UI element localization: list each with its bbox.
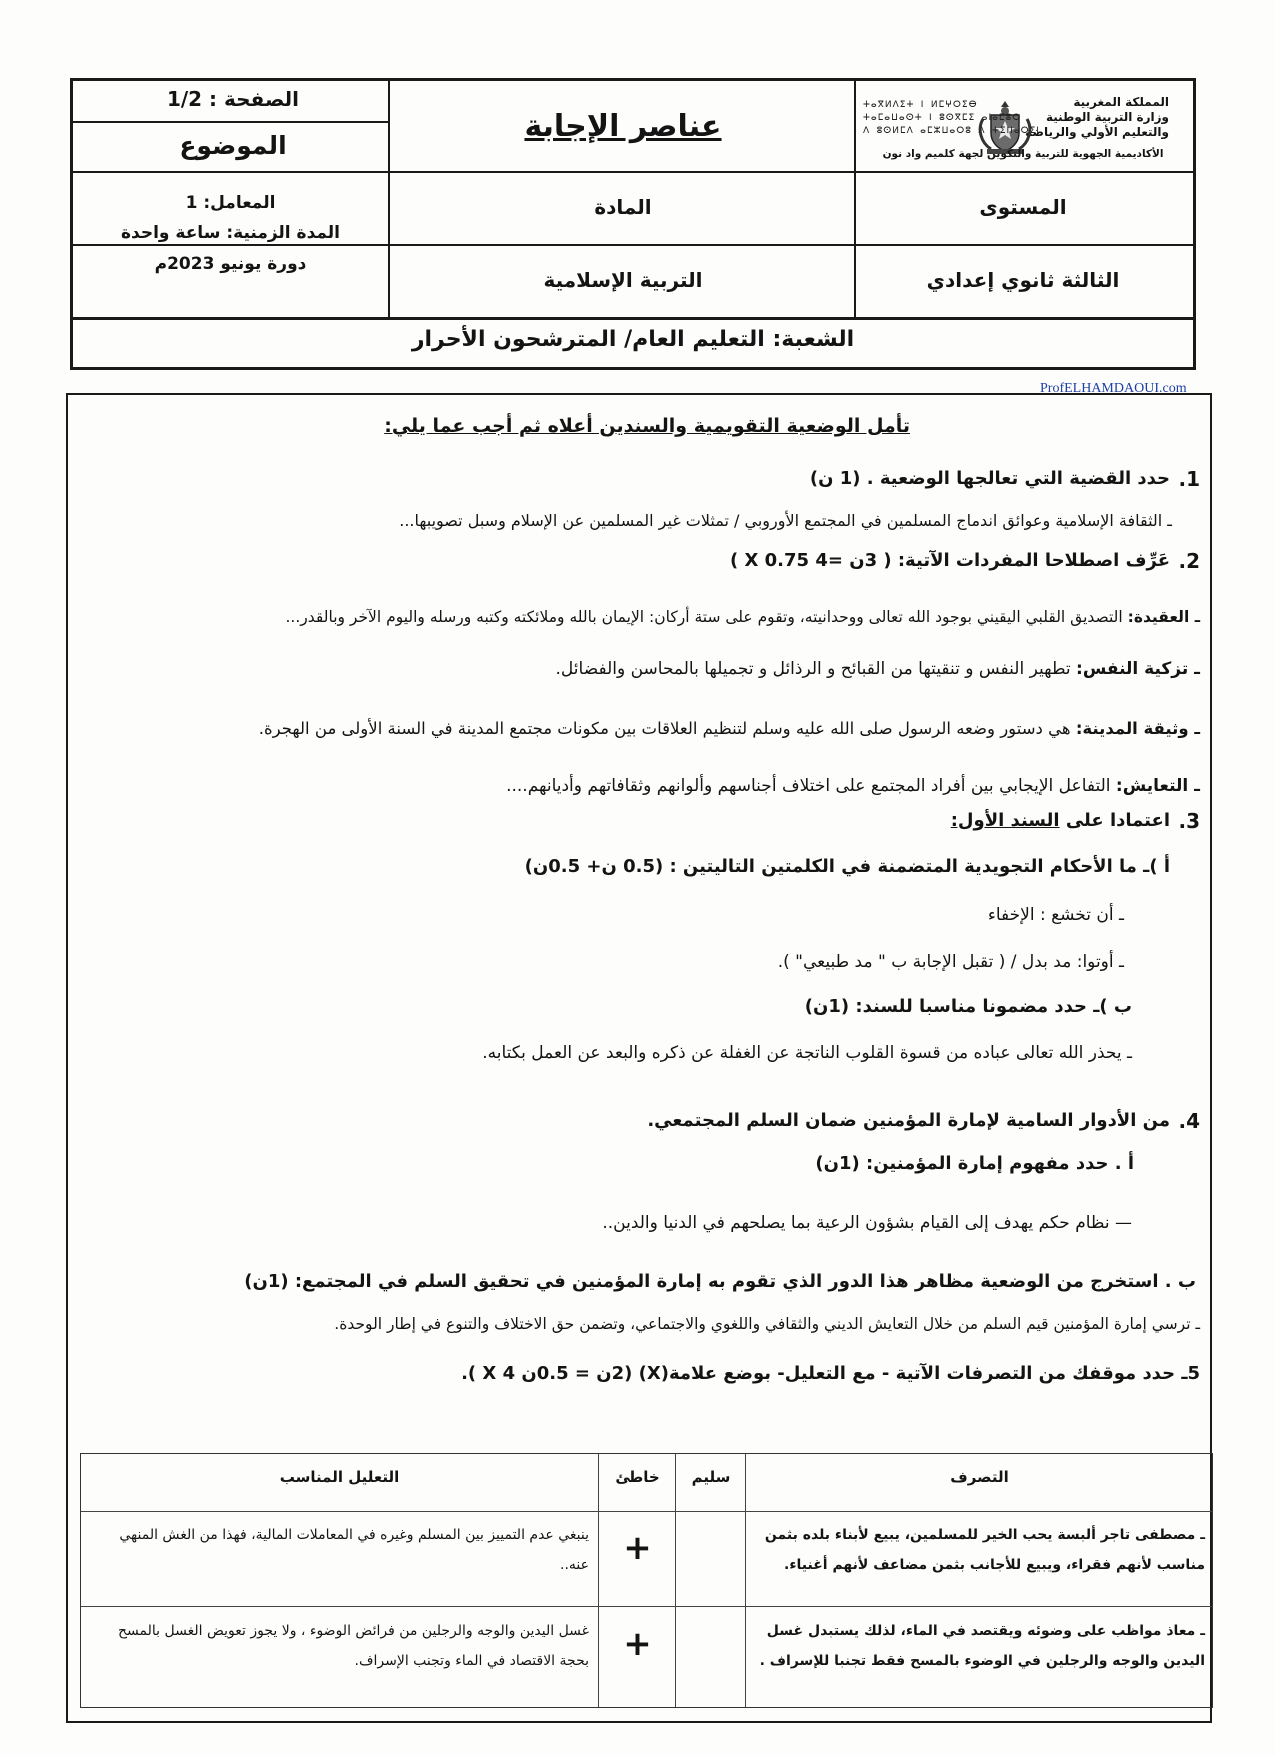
tifinagh-line-3: ⴷ ⵓⵙⵍⵎⴷ ⴰⵎⵣⵡⴰⵔⵓ ⴷ ⵜⵉⵏⵏⴰⵔⵉⵏ — [863, 126, 1040, 136]
kingdom-name: المملكة المغربية — [1073, 95, 1169, 109]
watermark: ProfELHAMDAOUI.com — [1040, 381, 1187, 396]
q4-text: من الأدوار السامية لإمارة المؤمنين ضمان السلم المجتمعي. — [647, 1110, 1170, 1131]
answer-elements-title: عناصر الإجابة — [524, 109, 722, 144]
row1-justification: ينبغي عدم التمييز بين المسلم وغيره في المعاملات المالية، فهذا من الغش المنهي عنه.. — [119, 1527, 589, 1573]
row2-justification: غسل اليدين والوجه والرجلين من فرائض الوضوء ، ولا يجوز تعويض الغسل بالمسح بحجة الاقتصاد في الماء وتجنب الإسراف. — [118, 1623, 589, 1669]
q2-definition: التصديق القلبي اليقيني بوجود الله تعالى ووحدانيته، وتقوم على ستة أركان: الإيمان بالله وملائكته وكتبه ورسله واليوم الآخر وبالقدر... — [285, 608, 1123, 626]
q4a-text: أ . حدد مفهوم إمارة المؤمنين: (1ن) — [815, 1153, 1134, 1174]
ministry-line-1: وزارة التربية الوطنية — [1045, 110, 1169, 124]
q2-definition: تطهير النفس و تنقيتها من القبائح و الرذائل و تجميلها بالمحاسن والفضائل. — [555, 659, 1071, 679]
header-divider-row3 — [73, 317, 1193, 320]
q1-number: 1. — [1178, 467, 1200, 491]
table-header-divider — [81, 1511, 1212, 1512]
q3-text — [951, 810, 1170, 831]
ministry-line-2: والتعليم الأولي والرياضة — [1025, 125, 1169, 139]
q4a-answer: — نظام حكم يهدف إلى القيام بشؤون الرعية بما يصلحهم في الدنيا والدين.. — [602, 1213, 1132, 1233]
q3a-item-2: ـ أوتوا: مد بدل / ( تقبل الإجابة ب " مد طبيعي" ). — [777, 952, 1124, 972]
q2-definition: التفاعل الإيجابي بين أفراد المجتمع على اختلاف أجناسهم وألوانهم وثقافاتهم وأديانهم.... — [506, 776, 1111, 796]
header-divider-col2 — [854, 81, 856, 317]
q2-item-taayush — [506, 776, 1200, 796]
header-divider-row2 — [73, 244, 1193, 246]
q2-text: عَرِّف اصطلاحا المفردات الآتية: ( 3ن =4 X 0.75 ) — [729, 550, 1170, 571]
header-wrong: خاطئ — [615, 1468, 660, 1486]
q4b-answer: ـ ترسي إمارة المؤمنين قيم السلم من خلال التعايش الديني والثقافي واللغوي والاجتماعي، وتضمن حق الاختلاف والتنوع في إطار الوحدة. — [334, 1315, 1200, 1333]
q2-item-tazkiya — [556, 659, 1200, 679]
level-value: الثالثة ثانوي إعدادي — [926, 268, 1120, 292]
matter-label: المادة — [594, 195, 652, 219]
coefficient: المعامل: 1 — [185, 193, 276, 213]
q4b-text: ب . استخرج من الوضعية مظاهر هذا الدور الذي تقوم به إمارة المؤمنين في تحقيق السلم في المجتمع: (1ن) — [244, 1271, 1196, 1292]
academy-name: الأكاديمية الجهوية للتربية والتكوين لجهة كلميم واد نون — [882, 148, 1164, 160]
answer-content — [66, 393, 1212, 1723]
q3-number: 3. — [1178, 809, 1200, 833]
q2-number: 2. — [1178, 549, 1200, 573]
q5-text: 5ـ حدد موقفك من التصرفات الآتية - مع التعليل- بوضع علامة(X) (2ن = 0.5ن X 4 ). — [461, 1363, 1200, 1384]
header-behavior: التصرف — [950, 1468, 1009, 1486]
table-col-divider-1 — [598, 1454, 599, 1707]
q3b-answer: ـ يحذر الله تعالى عباده من قسوة القلوب الناتجة عن الغفلة عن ذكره والبعد عن العمل بكتابه. — [482, 1043, 1132, 1063]
q2-term: ـ التعايش: — [1115, 776, 1200, 796]
q4-number: 4. — [1178, 1109, 1200, 1133]
row2-behavior: ـ معاذ مواظب على وضوئه ويقتصد في الماء، لذلك يستبدل غسل اليدين والوجه والرجلين في الوضوء بالمسح فقط تجنبا للإسراف . — [759, 1623, 1205, 1669]
row2-wrong-mark: + — [623, 1624, 652, 1664]
q3b-text: ب )ـ حدد مضمونا مناسبا للسند: (1ن) — [804, 996, 1132, 1017]
page-number: الصفحة : 1/2 — [166, 87, 300, 111]
q2-item-aqida — [286, 608, 1201, 626]
q3-text-ref: السند الأول: — [950, 810, 1060, 831]
q3-text-prefix: اعتمادا على — [1065, 810, 1170, 831]
q2-item-wathiqa — [259, 719, 1200, 738]
table-col-divider-2 — [675, 1454, 676, 1707]
level-label: المستوى — [979, 195, 1067, 219]
table-row-divider — [81, 1606, 1212, 1607]
q2-term: ـ تزكية النفس: — [1076, 659, 1200, 679]
matter-value: التربية الإسلامية — [543, 268, 703, 292]
exam-header — [70, 78, 1196, 370]
q3a-item-1: ـ أن تخشع : الإخفاء — [987, 905, 1124, 925]
table-col-divider-3 — [745, 1454, 746, 1707]
q1-answer: ـ الثقافة الإسلامية وعوائق اندماج المسلمين في المجتمع الأوروبي / تمثلات غير المسلمين عن الإسلام وسبل تصويبها... — [399, 511, 1172, 530]
subject-label: الموضوع — [179, 131, 287, 160]
q2-term: ـ وثيقة المدينة: — [1075, 719, 1200, 738]
duration: المدة الزمنية: ساعة واحدة — [120, 223, 341, 243]
session: دورة يونيو 2023م — [154, 254, 307, 274]
row1-wrong-mark: + — [623, 1528, 652, 1568]
row1-behavior: ـ مصطفى تاجر ألبسة يحب الخير للمسلمين، يبيع لأبناء بلده بثمن مناسب لأنهم فقراء، ويبيع للأجانب بثمن مضاعف لأنهم أغنياء. — [764, 1527, 1205, 1573]
q1-text: حدد القضية التي تعالجها الوضعية . (1 ن) — [809, 468, 1170, 489]
header-divider-page — [73, 121, 388, 123]
instruction: تأمل الوضعية التقويمية والسندين أعلاه ثم أجب عما يلي: — [384, 415, 910, 437]
q2-term: ـ العقيدة: — [1127, 608, 1200, 626]
q2-definition: هي دستور وضعه الرسول صلى الله عليه وسلم لتنظيم العلاقات بين مكونات مجتمع المدينة في السنة الأولى من الهجرة. — [258, 719, 1071, 738]
header-divider-row1 — [73, 171, 1193, 173]
header-correct: سليم — [691, 1468, 731, 1486]
q3a-text: أ )ـ ما الأحكام التجويدية المتضمنة في الكلمتين التاليتين : (0.5 ن+ 0.5ن) — [524, 856, 1170, 877]
tifinagh-block — [863, 99, 1040, 138]
header-justification: التعليل المناسب — [279, 1468, 400, 1486]
tifinagh-line-1: ⵜⴰⴳⵍⴷⵉⵜ ⵏ ⵍⵎⵖⵔⵉⴱ — [863, 100, 978, 110]
header-divider-col1 — [388, 81, 390, 317]
behaviors-table — [80, 1453, 1213, 1708]
tifinagh-line-2: ⵜⴰⵎⴰⵡⴰⵙⵜ ⵏ ⵓⵙⴳⵎⵉ ⴰⵏⴰⵎⵓⵔ — [863, 113, 1022, 123]
institution-block — [1025, 95, 1169, 140]
branch: الشعبة: التعليم العام/ المترشحون الأحرار — [411, 327, 855, 352]
